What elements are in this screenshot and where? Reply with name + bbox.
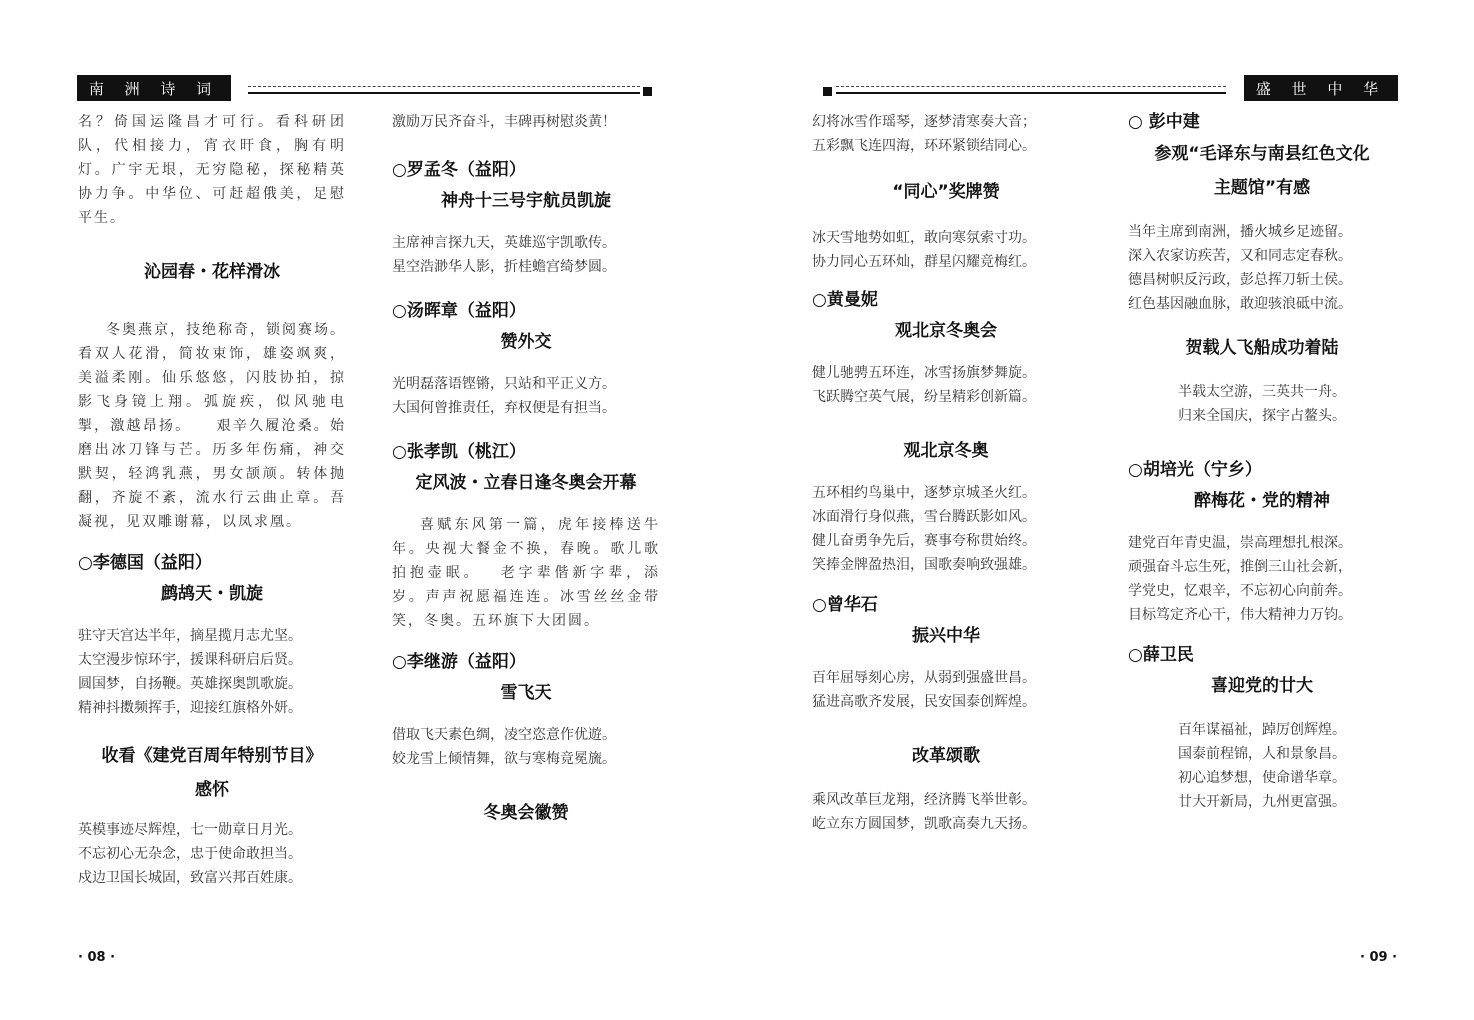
poem-line: 百年屈辱刻心房，从弱到强盛世昌。 xyxy=(812,670,1036,686)
poem-line: 当年主席到南洲，播火城乡足迹留。 xyxy=(1128,224,1352,240)
poem-line: 目标笃定齐心干，伟大精神力万钧。 xyxy=(1128,607,1352,623)
poem-title: 观北京冬奥 xyxy=(903,441,989,461)
poem-title-line2: 感怀 xyxy=(195,780,229,800)
poem-title: 神舟十三号宇航员凯旋 xyxy=(441,191,611,211)
left-header-rule xyxy=(248,92,640,94)
left-header-title: 南 洲 诗 词 xyxy=(77,75,231,101)
poem-line: 建党百年青史温，崇高理想扎根深。 xyxy=(1128,535,1352,551)
poem-line: 借取飞天素色绸，凌空恣意作优遊。 xyxy=(392,727,616,743)
poem-title: 沁园春・花样滑冰 xyxy=(144,262,280,282)
poem-line: 不忘初心无杂念，忠于使命敢担当。 xyxy=(78,846,302,862)
poem-title: 醉梅花・党的精神 xyxy=(1194,491,1330,511)
poem-line: 五彩飘飞连四海，环环紧锁结同心。 xyxy=(812,138,1036,154)
poem-title: 冬奥会徽赞 xyxy=(483,803,569,823)
poem-author: ○曾华石 xyxy=(812,595,878,615)
poem-line: 屹立东方圆国梦，凯歌高奏九天扬。 xyxy=(812,816,1036,832)
poem-line: 星空浩渺华人影，折桂蟾宫绮梦圆。 xyxy=(392,259,616,275)
poem-title: 贺载人飞船成功着陆 xyxy=(1185,338,1339,358)
poem-line: 五环相约鸟巢中，逐梦京城圣火红。 xyxy=(812,485,1036,501)
poem-line: 乘风改革巨龙翔，经济腾飞举世彰。 xyxy=(812,792,1036,808)
poem-line: 冰面滑行身似燕，雪台腾跃影如风。 xyxy=(812,509,1036,525)
poem-author: ○薛卫民 xyxy=(1128,645,1194,665)
column-2 xyxy=(392,110,660,825)
poem-line: 圆国梦，自扬鞭。英雄探奥凯歌旋。 xyxy=(78,676,302,692)
poem-line: 协力同心五环灿，群星闪耀竞梅红。 xyxy=(812,254,1036,270)
poem-title: 定风波・立春日逢冬奥会开幕 xyxy=(415,473,637,493)
poem-line: 德昌树帜反污政，彭总挥刀斩土侯。 xyxy=(1128,272,1352,288)
poem-line: 英模事迹尽辉煌，七一勋章日月光。 xyxy=(78,822,302,838)
poem-line: 姣龙雪上倾情舞，欲与寒梅竞冕旒。 xyxy=(392,751,616,767)
intro-text: 名？倚国运隆昌才可行。看科研团队，代相接力，宵衣旰食，胸有明灯。广宇无垠，无穷隐秘，探秘精英协力争。中华位、可赶超俄美，足慰平生。 xyxy=(78,114,346,226)
poem-line: 大国何曾推责任，弃权便是有担当。 xyxy=(392,400,616,416)
poem-title: 参观“毛译东与南县红色文化 xyxy=(1154,144,1370,164)
left-header-square xyxy=(643,87,652,96)
poem-title: 观北京冬奥会 xyxy=(895,321,997,341)
poem-line: 猛进高歌齐发展，民安国泰创辉煌。 xyxy=(812,694,1036,710)
page-number-right: · 09 · xyxy=(1360,950,1398,965)
poem-title: 雪飞天 xyxy=(500,683,552,703)
poem-line: 幻将冰雪作瑶琴，逐梦清寒奏大音； xyxy=(812,114,1036,130)
poem-line: 冰天雪地势如虹，敢向寒氛索寸功。 xyxy=(812,230,1036,246)
poem-author: ○黄曼妮 xyxy=(812,290,878,310)
poem-title: 喜迎党的廿大 xyxy=(1211,676,1313,696)
poem-line: 半载太空游，三英共一舟。 xyxy=(1178,384,1346,400)
right-header-square xyxy=(823,87,832,96)
poem-author: ○胡培光（宁乡） xyxy=(1128,460,1262,480)
right-header-rule-thin xyxy=(836,86,1226,87)
poem-title: 赞外交 xyxy=(500,332,552,352)
poem-author: ○罗孟冬（益阳） xyxy=(392,160,526,180)
poem-author: ○ 彭中建 xyxy=(1128,112,1200,132)
poem-line: 深入农家访疾苦，又和同志定春秋。 xyxy=(1128,248,1352,264)
poem-title-line2: 主题馆”有感 xyxy=(1213,178,1311,198)
poem-line: 国泰前程锦，人和景象昌。 xyxy=(1178,746,1346,762)
poem-title: 鹧鸪天・凯旋 xyxy=(161,584,263,604)
column-3 xyxy=(812,110,1080,836)
poem-line: 廿大开新局，九州更富强。 xyxy=(1178,794,1346,810)
poem-line: 精神抖擞频挥手，迎接红旗格外妍。 xyxy=(78,700,302,716)
poem-author: ○张孝凯（桃江） xyxy=(392,442,526,462)
poem-line: 顽强奋斗忘生死，推倒三山社会新， xyxy=(1128,559,1352,575)
poem-author: ○汤晖章（益阳） xyxy=(392,301,526,321)
poem-line: 光明磊落语铿锵，只站和平正义方。 xyxy=(392,376,616,392)
poem-line: 太空漫步惊环宇，援课科研启后贤。 xyxy=(78,652,302,668)
poem-line: 归来全国庆，探宇占鳌头。 xyxy=(1178,408,1346,424)
poem-line: 百年谋福祉，踔厉创辉煌。 xyxy=(1178,722,1346,738)
poem-title: 振兴中华 xyxy=(912,626,980,646)
poem-author: ○李继游（益阳） xyxy=(392,652,526,672)
right-header-rule xyxy=(836,92,1226,94)
poem-line: 驻守天宫达半年，摘星揽月志尤坚。 xyxy=(78,628,302,644)
poem-line: 初心追梦想，使命谱华章。 xyxy=(1178,770,1346,786)
poem-line: 健儿驰骋五环连，冰雪扬旗梦舞旋。 xyxy=(812,365,1036,381)
right-header-title: 盛 世 中 华 xyxy=(1244,75,1398,101)
column-1 xyxy=(78,110,346,890)
poem-line: 笑捧金牌盈热泪，国歌奏响致强雄。 xyxy=(812,557,1036,573)
page-number-left: · 08 · xyxy=(78,950,116,965)
poem-line: 主席神言探九天，英雄巡宇凯歌传。 xyxy=(392,235,616,251)
poem-author: ○李德国（益阳） xyxy=(78,553,212,573)
poem-title: “同心”奖牌赞 xyxy=(892,182,1000,202)
column-4 xyxy=(1128,110,1396,814)
poem-title: 收看《建党百周年特别节目》 xyxy=(101,746,323,766)
poem-title: 改革颂歌 xyxy=(912,746,980,766)
poem-line: 红色基因融血脉，敢迎骇浪砥中流。 xyxy=(1128,296,1352,312)
poem-line: 戍边卫国长城固，致富兴邦百姓康。 xyxy=(78,870,302,886)
poem-line: 健儿奋勇争先后，赛事夸称贯始终。 xyxy=(812,533,1036,549)
poem-body: 喜赋东风第一篇，虎年接棒送牛年。央视大餐金不换，春晚。歌儿歌拍抱壶眠。 老字辈偕新字辈，添岁。声声祝愿福连连。冰雪丝丝金带笑，冬奥。五环旗下大团圆。 xyxy=(392,517,660,629)
poem-line: 学党史，忆艰辛，不忘初心向前奔。 xyxy=(1128,583,1352,599)
poem-body: 冬奥燕京，技绝称奇，锁阅赛场。看双人花滑，简妆束饰，雄姿飒爽，美溢柔刚。仙乐悠悠，闪肢协拍，掠影飞身镜上翔。弧旋疾，似风驰电掣，激越昂扬。 艰辛久履沧桑。始磨出冰刀锋与芒。历多年伤痛，神交默契，轻鸿乳燕，男女颉颃。转体抛翻，齐旋不紊，流水行云曲止章。吾凝视，见双雕谢幕，以凤求凰。 xyxy=(78,322,346,530)
poem-line: 飞跃腾空英气展，纷呈精彩创新篇。 xyxy=(812,389,1036,405)
left-header-rule-thin xyxy=(248,86,640,87)
intro-text: 激励万民齐奋斗，丰碑再树慰炎黄！ xyxy=(392,114,616,130)
